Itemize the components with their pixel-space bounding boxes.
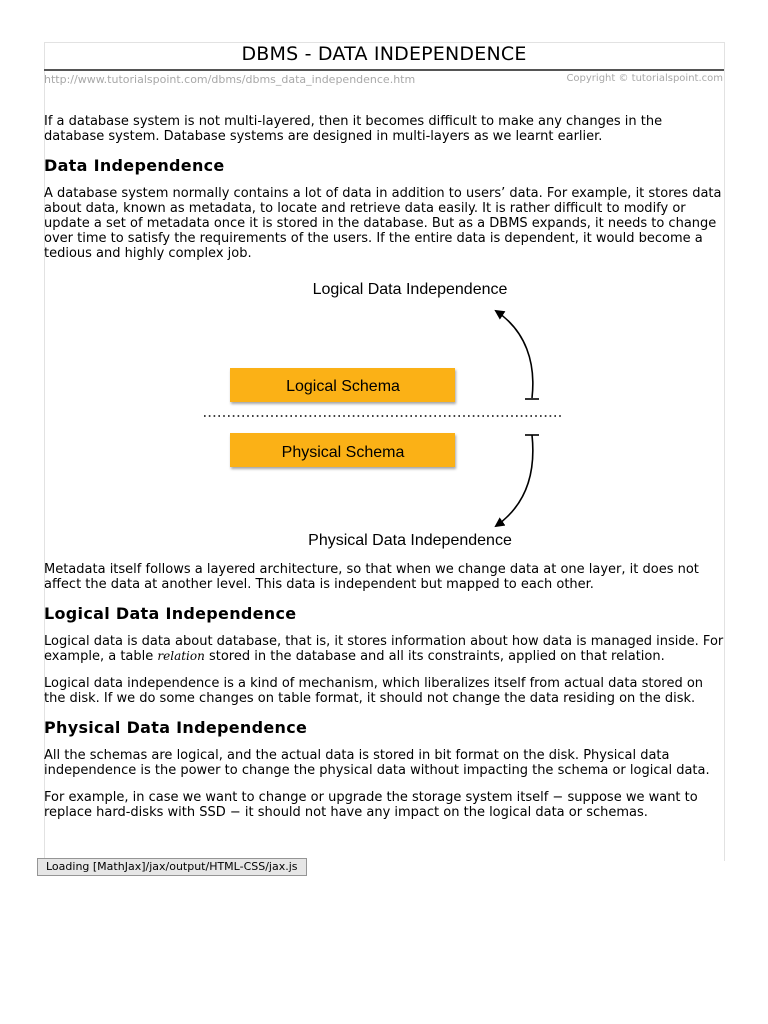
article-body: [44, 114, 724, 832]
physical-independence-arrow: [496, 435, 533, 526]
data-independence-paragraph: A database system normally contains a lot of data in addition to users’ data. For example, it stores data about data, known as metadata, to locate and retrieve data easily. It is rather difficult to modify or update a set of metadata once it is stored in the database. But as a DBMS expands, it needs to change over time to satisfy the requirements of the users. If the entire data is dependent, it would become a tedious and highly complex job.: [44, 186, 722, 261]
logical-schema-label: Logical Schema: [286, 378, 400, 395]
heading-logical-data-independence: Logical Data Independence: [44, 604, 297, 623]
physical-schema-label: Physical Schema: [281, 444, 405, 461]
logical-p1-start: Logical data is data about database, that is, it stores information about how data is managed inside. For example, a table: [44, 634, 724, 664]
logical-paragraph-1: [44, 634, 724, 664]
intro-paragraph: If a database system is not multi-layered, then it becomes difficult to make any changes in the database system. Database systems are designed in multi-layers as we learnt earlier.: [44, 114, 663, 144]
data-independence-diagram: [44, 273, 724, 556]
copyright-notice: Copyright © tutorialspoint.com: [566, 73, 723, 84]
mathjax-loading-status: Loading [MathJax]/jax/output/HTML-CSS/jax.js: [37, 858, 307, 876]
physical-paragraph-1: All the schemas are logical, and the actual data is stored in bit format on the disk. Physical data independence is the power to change the physical data without impacting the schema or logical data.: [44, 748, 710, 778]
relation-term: relation: [157, 649, 205, 663]
logical-data-independence-label: Logical Data Independence: [312, 281, 508, 298]
physical-data-independence-label: Physical Data Independence: [308, 532, 512, 549]
logical-independence-arrow: [496, 311, 533, 398]
diagram-svg: [44, 273, 724, 556]
heading-data-independence: Data Independence: [44, 156, 225, 175]
page-url[interactable]: http://www.tutorialspoint.com/dbms/dbms_data_independence.htm: [44, 73, 416, 86]
heading-physical-data-independence: Physical Data Independence: [44, 718, 308, 737]
page-title: DBMS - DATA INDEPENDENCE: [241, 43, 527, 65]
title-divider: [44, 69, 724, 71]
logical-paragraph-2: Logical data independence is a kind of mechanism, which liberalizes itself from actual data stored on the disk. If we do some changes on table format, it should not change the data residing on the disk.: [44, 676, 704, 706]
logical-p1-end: stored in the database and all its constraints, applied on that relation.: [204, 649, 665, 664]
metadata-paragraph: Metadata itself follows a layered architecture, so that when we change data at one layer, it does not affect the data at another level. This data is independent but mapped to each other.: [44, 562, 699, 592]
physical-paragraph-2: For example, in case we want to change or upgrade the storage system itself − suppose we want to replace hard-disks with SSD − it should not have any impact on the logical data or schemas.: [44, 790, 698, 820]
